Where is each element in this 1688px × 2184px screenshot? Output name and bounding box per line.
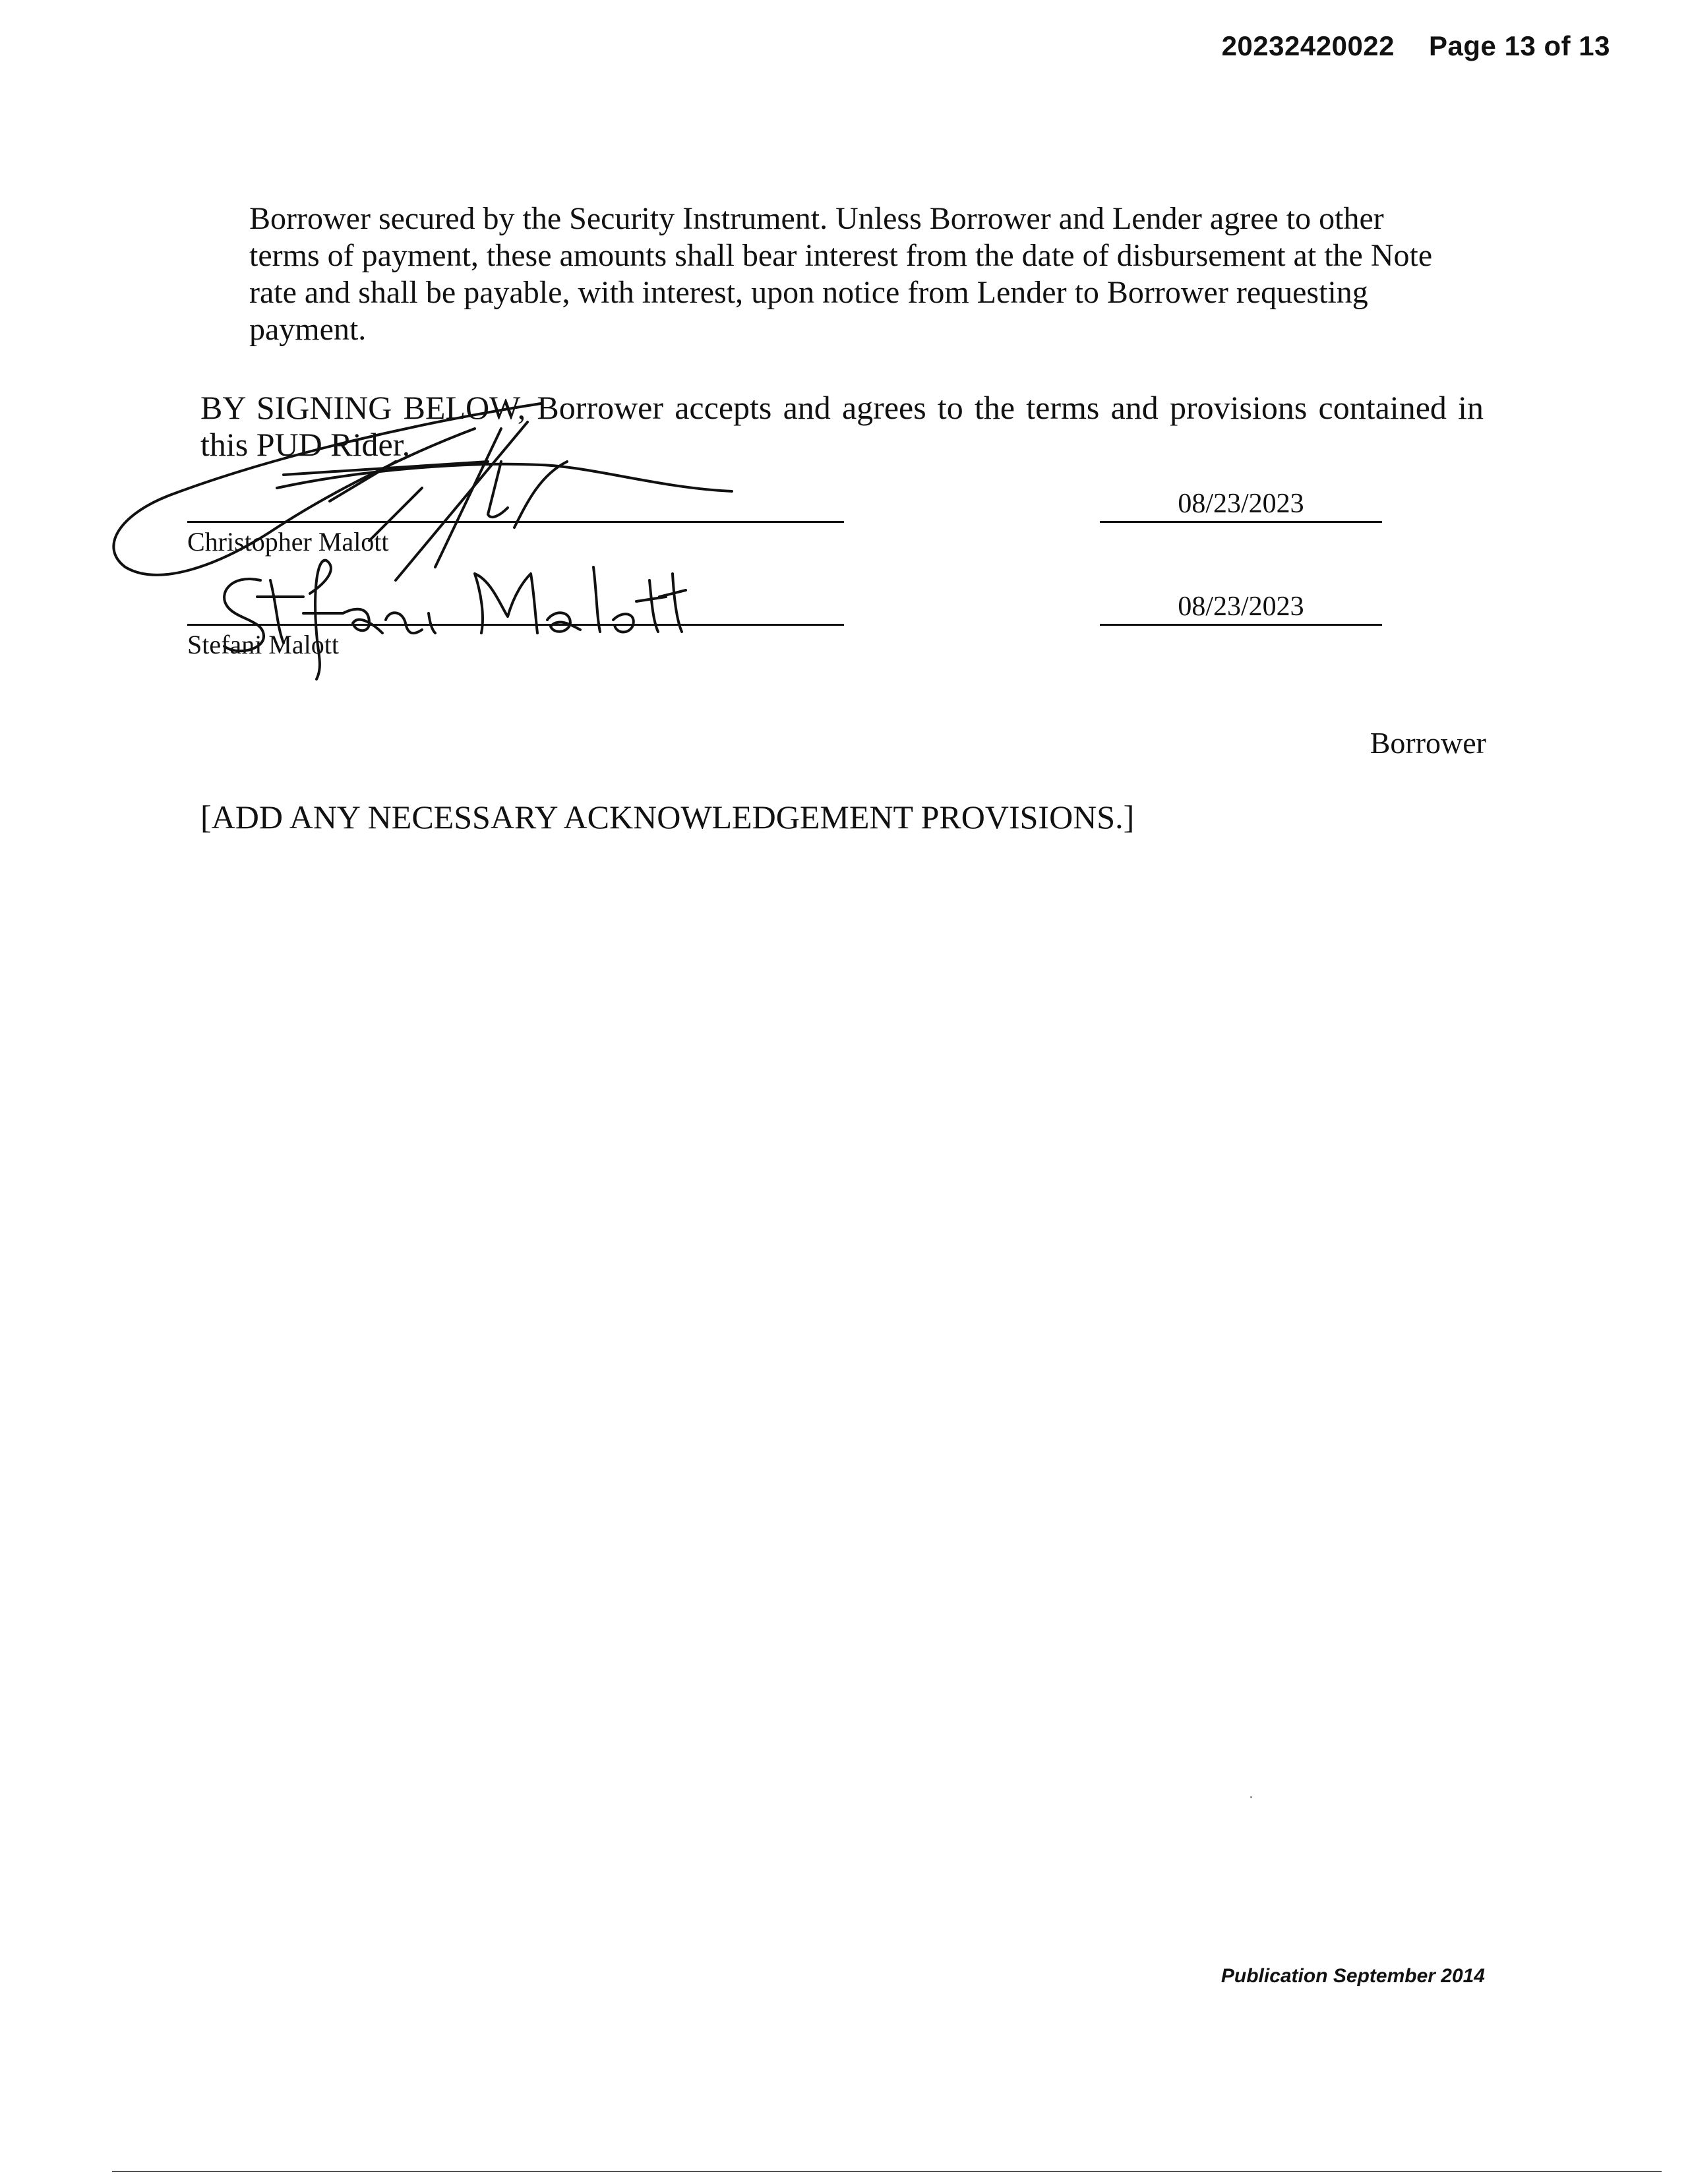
acknowledgement-placeholder: [ADD ANY NECESSARY ACKNOWLEDGEMENT PROVISIONS.] [200, 799, 1135, 835]
paragraph-line: Borrower secured by the Security Instrument. Unless Borrower and Lender agree to other [249, 201, 1384, 236]
signature-line-2 [187, 624, 844, 626]
date-line-1 [1100, 521, 1382, 523]
bottom-rule [112, 2171, 1662, 2172]
signer-name-2: Stefani Malott [187, 630, 339, 659]
page-number: Page 13 of 13 [1429, 30, 1610, 61]
paragraph-line: payment. [249, 312, 367, 347]
signer-name-1: Christopher Malott [187, 527, 389, 557]
borrower-label: Borrower [1370, 726, 1486, 760]
signing-statement-line: BY SIGNING BELOW, Borrower accepts and agrees to the terms and provisions contained in [200, 389, 1484, 426]
scan-speck [1250, 1796, 1252, 1798]
signature-stefani-malott [224, 561, 686, 679]
signature-date-2: 08/23/2023 [1178, 592, 1304, 622]
document-number: 20232420022 [1221, 30, 1395, 61]
page-header [1222, 30, 1610, 62]
signature-line-1 [187, 521, 844, 523]
signature-date-1: 08/23/2023 [1178, 489, 1304, 519]
publication-footer: Publication September 2014 [1221, 1965, 1485, 1987]
body-paragraph [249, 200, 1502, 348]
date-line-2 [1100, 624, 1382, 626]
paragraph-line: rate and shall be payable, with interest, upon notice from Lender to Borrower requesting [249, 275, 1368, 310]
paragraph-line: terms of payment, these amounts shall bear interest from the date of disbursement at the Note [249, 238, 1433, 273]
signing-statement [200, 389, 1484, 463]
signing-statement-line: this PUD Rider. [200, 426, 411, 463]
